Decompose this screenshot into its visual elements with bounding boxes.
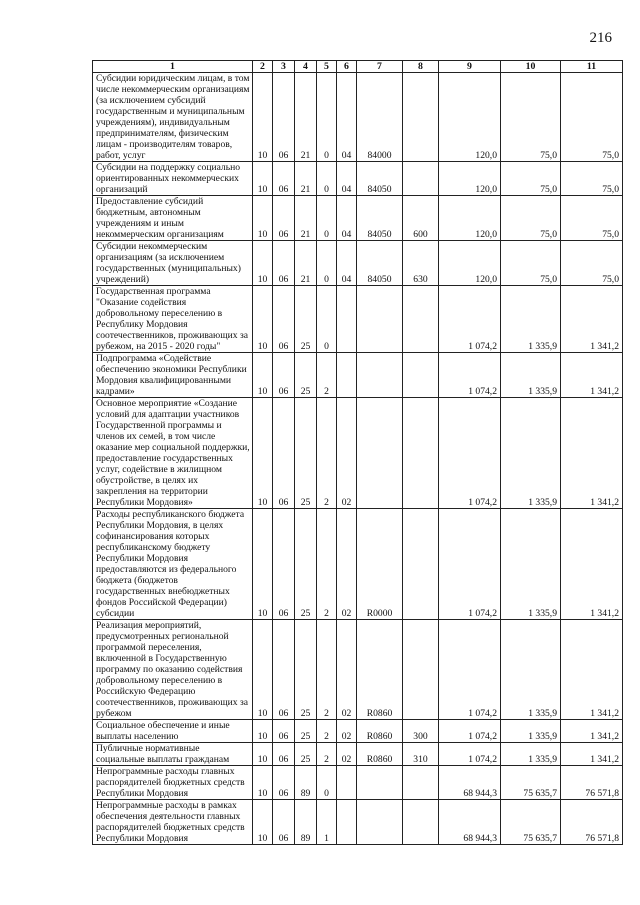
code-cell: 06 [273,196,295,241]
code-cell: 0 [317,766,337,800]
code-cell: 25 [295,353,317,398]
code-cell: 10 [253,398,273,509]
code-cell [403,766,439,800]
table-row [93,196,623,241]
amount-cell: 76 571,8 [561,800,623,845]
table-row [93,398,623,509]
code-cell: 10 [253,241,273,286]
code-cell: 21 [295,162,317,196]
code-cell: 10 [253,73,273,162]
code-cell: 10 [253,720,273,743]
code-cell [337,353,357,398]
amount-cell: 1 341,2 [561,398,623,509]
column-header: 1 [93,61,253,73]
code-cell [403,162,439,196]
amount-cell: 1 335,9 [501,398,561,509]
code-cell: 630 [403,241,439,286]
code-cell: 06 [273,398,295,509]
code-cell: 10 [253,800,273,845]
row-name: Реализация мероприятий, предусмотренных региональной программой переселения, включенной в Государственную программу по оказанию содействия добровольному переселению в Российскую Федерацию соотечественников, проживающих за рубежом [93,620,253,720]
row-name: Субсидии на поддержку социально ориентированных некоммерческих организаций [93,162,253,196]
code-cell: 06 [273,620,295,720]
code-cell: 25 [295,398,317,509]
column-header: 11 [561,61,623,73]
amount-cell: 1 335,9 [501,720,561,743]
code-cell [337,800,357,845]
amount-cell: 1 341,2 [561,286,623,353]
row-name: Непрограммные расходы главных распорядителей бюджетных средств Республики Мордовия [93,766,253,800]
code-cell [403,286,439,353]
amount-cell: 75,0 [561,196,623,241]
code-cell: 06 [273,509,295,620]
code-cell: 04 [337,162,357,196]
code-cell: 84000 [357,73,403,162]
amount-cell: 1 335,9 [501,286,561,353]
amount-cell: 1 335,9 [501,509,561,620]
code-cell: 02 [337,398,357,509]
code-cell: 0 [317,73,337,162]
code-cell: 89 [295,800,317,845]
code-cell: 06 [273,241,295,286]
amount-cell: 1 341,2 [561,720,623,743]
amount-cell: 120,0 [439,162,501,196]
column-header: 2 [253,61,273,73]
code-cell: 21 [295,241,317,286]
amount-cell: 75,0 [561,241,623,286]
code-cell: 300 [403,720,439,743]
code-cell: 25 [295,743,317,766]
table-row [93,353,623,398]
code-cell: 310 [403,743,439,766]
code-cell: R0860 [357,720,403,743]
code-cell: 02 [337,509,357,620]
code-cell [357,766,403,800]
code-cell [337,286,357,353]
code-cell: 25 [295,509,317,620]
code-cell: 06 [273,286,295,353]
code-cell: 10 [253,353,273,398]
table-row [93,162,623,196]
amount-cell: 1 335,9 [501,353,561,398]
table-row [93,766,623,800]
code-cell: 21 [295,196,317,241]
row-name: Предоставление субсидий бюджетным, автономным учреждениям и иным некоммерческим организациям [93,196,253,241]
code-cell: 1 [317,800,337,845]
table-row [93,720,623,743]
amount-cell: 1 335,9 [501,743,561,766]
table-row [93,73,623,162]
amount-cell: 1 074,2 [439,743,501,766]
code-cell: 21 [295,73,317,162]
column-header: 10 [501,61,561,73]
amount-cell: 75 635,7 [501,800,561,845]
code-cell: 10 [253,766,273,800]
table-row [93,620,623,720]
code-cell: 02 [337,720,357,743]
code-cell: 0 [317,241,337,286]
row-name: Непрограммные расходы в рамках обеспечения деятельности главных распорядителей бюджетных средств Республики Мордовия [93,800,253,845]
code-cell [403,353,439,398]
amount-cell: 1 341,2 [561,509,623,620]
amount-cell: 1 074,2 [439,353,501,398]
code-cell: 10 [253,162,273,196]
column-header: 6 [337,61,357,73]
code-cell: 2 [317,398,337,509]
code-cell: 02 [337,620,357,720]
amount-cell: 1 074,2 [439,398,501,509]
code-cell [357,286,403,353]
header-row [93,61,623,73]
code-cell: 06 [273,766,295,800]
code-cell [337,766,357,800]
code-cell: 2 [317,509,337,620]
code-cell: 10 [253,286,273,353]
row-name: Субсидии некоммерческим организациям (за исключением государственных (муниципальных) учреждений) [93,241,253,286]
amount-cell: 75,0 [501,241,561,286]
code-cell: 06 [273,800,295,845]
amount-cell: 1 335,9 [501,620,561,720]
code-cell: 0 [317,196,337,241]
row-name: Субсидии юридическим лицам, в том числе некоммерческим организациям (за исключением субсидий государственным и муниципальным учреждениям), индивидуальным предпринимателям, физическим лицам - производителям товаров, работ, услуг [93,73,253,162]
row-name: Подпрограмма «Содействие обеспечению экономики Республики Мордовия квалифицированными кадрами» [93,353,253,398]
code-cell: 06 [273,720,295,743]
code-cell: 06 [273,743,295,766]
row-name: Расходы республиканского бюджета Республики Мордовия, в целях софинансирования которых республиканскому бюджету Республики Мордовия предоставляются из федерального бюджета (бюджетов государственных внебюджетных фондов Российской Федерации) субсидии [93,509,253,620]
code-cell: 89 [295,766,317,800]
code-cell [403,73,439,162]
code-cell: 06 [273,353,295,398]
amount-cell: 75 635,7 [501,766,561,800]
row-name: Социальное обеспечение и иные выплаты населению [93,720,253,743]
row-name: Публичные нормативные социальные выплаты гражданам [93,743,253,766]
amount-cell: 1 074,2 [439,720,501,743]
code-cell [403,800,439,845]
page-number: 216 [589,30,612,46]
code-cell: 25 [295,286,317,353]
code-cell: R0860 [357,620,403,720]
column-header: 4 [295,61,317,73]
code-cell: 02 [337,743,357,766]
amount-cell: 1 341,2 [561,620,623,720]
amount-cell: 1 341,2 [561,353,623,398]
table-row [93,241,623,286]
code-cell: 2 [317,743,337,766]
code-cell [357,800,403,845]
row-name: Основное мероприятие «Создание условий для адаптации участников Государственной программы и членов их семей, в том числе оказание мер социальной поддержки, предоставление государственных услуг, содействие в жилищном обустройстве, в целях их закрепления на территории Республики Мордовия» [93,398,253,509]
code-cell: 04 [337,196,357,241]
amount-cell: 1 074,2 [439,286,501,353]
code-cell: 06 [273,162,295,196]
code-cell: 04 [337,241,357,286]
code-cell: 10 [253,196,273,241]
code-cell: 0 [317,162,337,196]
table-row [93,286,623,353]
code-cell: 04 [337,73,357,162]
amount-cell: 120,0 [439,196,501,241]
code-cell [403,509,439,620]
amount-cell: 68 944,3 [439,766,501,800]
code-cell [403,398,439,509]
amount-cell: 1 074,2 [439,509,501,620]
budget-table [92,60,623,845]
code-cell: 06 [273,73,295,162]
amount-cell: 75,0 [561,73,623,162]
code-cell: 10 [253,743,273,766]
code-cell [357,398,403,509]
code-cell: 84050 [357,196,403,241]
amount-cell: 68 944,3 [439,800,501,845]
table-row [93,509,623,620]
code-cell: R0000 [357,509,403,620]
code-cell [403,620,439,720]
code-cell: 25 [295,720,317,743]
column-header: 8 [403,61,439,73]
code-cell: 2 [317,720,337,743]
amount-cell: 1 074,2 [439,620,501,720]
column-header: 3 [273,61,295,73]
amount-cell: 75,0 [501,196,561,241]
code-cell: 600 [403,196,439,241]
amount-cell: 75,0 [501,73,561,162]
code-cell: 25 [295,620,317,720]
code-cell: 84050 [357,241,403,286]
code-cell: R0860 [357,743,403,766]
column-header: 9 [439,61,501,73]
code-cell: 2 [317,353,337,398]
code-cell: 2 [317,620,337,720]
column-header: 7 [357,61,403,73]
code-cell [357,353,403,398]
column-header: 5 [317,61,337,73]
amount-cell: 120,0 [439,73,501,162]
amount-cell: 75,0 [561,162,623,196]
table-row [93,800,623,845]
code-cell: 10 [253,509,273,620]
code-cell: 0 [317,286,337,353]
amount-cell: 120,0 [439,241,501,286]
row-name: Государственная программа "Оказание содействия добровольному переселению в Республику Мордовия соотечественников, проживающих за рубежом, на 2015 - 2020 годы" [93,286,253,353]
amount-cell: 76 571,8 [561,766,623,800]
amount-cell: 1 341,2 [561,743,623,766]
code-cell: 10 [253,620,273,720]
amount-cell: 75,0 [501,162,561,196]
table-row [93,743,623,766]
code-cell: 84050 [357,162,403,196]
